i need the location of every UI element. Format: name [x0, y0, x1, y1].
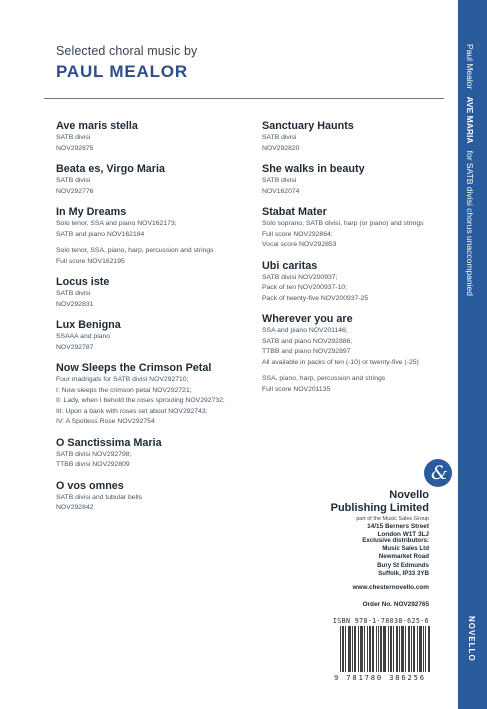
barcode-bar: [348, 626, 349, 672]
work-entry: [56, 319, 256, 353]
work-detail-line: SATB divisi: [56, 177, 91, 184]
distributors-line3: Bury St Edmunds: [377, 561, 429, 569]
work-title: O Sanctissima Maria: [56, 436, 162, 449]
work-entry: [56, 362, 256, 428]
order-number: Order No. NOV292765: [362, 601, 429, 608]
barcode-bar: [354, 626, 355, 672]
work-title: Beata es, Virgo Maria: [56, 163, 166, 175]
work-detail-line: SATB and piano NOV292886;: [262, 337, 353, 345]
work-entry: [56, 120, 256, 154]
spine-work-title: AVE MARIA: [465, 96, 475, 144]
barcode-bar: [403, 626, 404, 672]
spine-title: [465, 44, 475, 296]
barcode-bar: [369, 626, 370, 672]
work-detail-line: NOV292776: [56, 187, 94, 195]
work-detail-line: SATB divisi: [262, 134, 297, 141]
barcode-bar: [361, 626, 362, 672]
work-detail-line: NOV292842: [56, 504, 94, 511]
barcode-bar: [355, 626, 356, 672]
barcode-bar: [360, 626, 361, 672]
barcode-bar: [373, 626, 374, 672]
work-entry: [56, 206, 256, 267]
work-entry: [56, 437, 256, 471]
barcode-bar: [408, 626, 409, 672]
barcode-bar: [420, 626, 421, 672]
spine-subtitle: for SATB divisi chorus unaccompanied: [465, 150, 475, 296]
work-detail-line: Pack of ten NOV200937-10;: [262, 284, 348, 291]
distributors-line1: Music Sales Ltd: [382, 545, 429, 553]
work-title: Now Sleeps the Crimson Petal: [56, 362, 212, 374]
work-detail-line: NOV292831: [56, 300, 94, 308]
work-detail-line: TTBB and piano NOV292897: [262, 348, 351, 355]
work-detail-line: SATB divisi and tubular bells: [56, 493, 143, 501]
publisher-address-line2: London W1T 3LJ: [377, 531, 429, 539]
barcode-bar: [358, 626, 359, 672]
work-title: Locus iste: [56, 276, 110, 288]
work-detail-line: SATB divisi: [262, 177, 297, 184]
publisher-address: [356, 515, 429, 540]
barcode-image: [340, 626, 430, 672]
work-detail-line: SSA, piano, harp, percussion and strings: [262, 375, 386, 382]
barcode-bar: [376, 626, 377, 672]
work-detail-line: Pack of twenty-five NOV200937-25: [262, 294, 369, 302]
work-entry: [262, 163, 462, 197]
barcode-bar: [429, 626, 430, 672]
barcode-bar: [378, 626, 379, 672]
work-entry: [262, 313, 462, 395]
header-divider: [44, 98, 444, 99]
distributors-line4: Suffolk, IP33 3YB: [378, 569, 429, 577]
work-detail-line: Solo soprano, SATB divisi, harp (or piano) and strings: [262, 220, 424, 227]
work-title: Wherever you are: [262, 313, 353, 325]
barcode-bar: [414, 626, 415, 672]
spine-composer: Paul Mealor: [465, 44, 475, 90]
barcode-bar: [384, 626, 385, 672]
work-title: O vos omnes: [56, 479, 124, 492]
barcode-bar: [417, 626, 418, 672]
work-detail-line: SSAAA and piano: [56, 333, 111, 340]
work-detail-line: NOV292875: [56, 144, 94, 152]
barcode-bar: [385, 626, 386, 672]
work-title: In My Dreams: [56, 206, 127, 218]
work-detail-line: NOV292820: [262, 144, 300, 152]
work-title: Lux Benigna: [56, 319, 121, 331]
barcode-bar: [390, 626, 391, 672]
work-entry: [262, 260, 462, 305]
work-detail-line: IV: A Spotless Rose NOV292754: [56, 418, 155, 425]
barcode-bar: [397, 626, 398, 672]
works-column-right: [262, 120, 462, 404]
barcode-bar: [383, 626, 384, 672]
barcode-bar: [362, 626, 363, 672]
distributors-line2: Newmarket Road: [378, 553, 429, 561]
publisher-name: [331, 489, 429, 515]
barcode-bar: [364, 626, 365, 672]
barcode-bar: [342, 626, 343, 672]
work-detail-line: SATB divisi NOV200937;: [262, 273, 338, 281]
work-detail-line: Full score NOV162195: [56, 257, 125, 265]
work-detail-line: Vocal score NOV292853: [262, 241, 337, 248]
barcode-bar: [380, 626, 381, 672]
barcode-bar: [413, 626, 414, 672]
barcode-bar: [349, 626, 350, 672]
barcode-bar: [425, 626, 426, 672]
barcode-bar: [428, 626, 429, 672]
work-title: Ubi caritas: [262, 259, 318, 272]
work-detail-line: II: Lady, when I behold the roses sprouting NOV292732;: [56, 397, 225, 404]
work-detail-line: NOV162074: [262, 187, 300, 195]
barcode-bar: [405, 626, 406, 672]
barcode-bar: [409, 626, 410, 672]
work-detail-line: All available in packs of ten (-10) or twenty-five (-25): [262, 358, 419, 366]
barcode-bar: [402, 626, 403, 672]
barcode-bar: [391, 626, 392, 672]
work-entry: [56, 480, 256, 514]
work-detail-line: I: Now sleeps the crimson petal NOV292721;: [56, 386, 192, 394]
work-entry: [262, 120, 462, 154]
work-detail-line: SSA and piano NOV201146;: [262, 327, 348, 334]
work-title: She walks in beauty: [262, 163, 365, 175]
work-detail-line: SATB and piano NOV162184: [56, 230, 145, 238]
barcode-bar: [396, 626, 397, 672]
barcode-bar: [340, 626, 341, 672]
barcode-bar: [367, 626, 368, 672]
work-detail-line: Solo tenor, SSA and piano NOV162173;: [56, 220, 177, 227]
publisher-address-line1: 14/15 Berners Street: [367, 523, 429, 531]
work-entry: [56, 163, 256, 197]
distributors-block: [362, 537, 429, 578]
barcode-bar: [352, 626, 353, 672]
work-detail-line: NOV292787: [56, 343, 94, 351]
spine-brand: NOVELLO: [467, 616, 476, 662]
barcode-bar: [421, 626, 422, 672]
barcode-bar: [381, 626, 382, 672]
barcode-bar: [393, 626, 394, 672]
barcode-bar: [350, 626, 351, 672]
work-detail-line: III: Upon a bank with roses set about NOV292743;: [56, 407, 208, 415]
distributors-heading: Exclusive distributors:: [362, 537, 429, 544]
work-detail-line: SATB divisi: [56, 290, 91, 297]
work-title: Stabat Mater: [262, 206, 327, 218]
barcode-bar: [411, 626, 412, 672]
work-detail-line: TTBB divisi NOV292809: [56, 461, 130, 468]
website-text: www.chesternovello.com: [352, 584, 429, 591]
publisher-name-line1: Novello: [389, 489, 429, 501]
work-detail-line: SATB divisi NOV292798;: [56, 450, 132, 458]
barcode-bar: [372, 626, 373, 672]
barcode-bar: [401, 626, 402, 672]
barcode-digits: 9 781780 386256: [334, 673, 426, 682]
barcode-bar: [345, 626, 346, 672]
work-detail-line: SATB divisi: [56, 134, 91, 141]
work-title: Sanctuary Haunts: [262, 120, 354, 132]
barcode-bar: [370, 626, 371, 672]
barcode-bar: [423, 626, 424, 672]
header-subtitle: Selected choral music by: [56, 44, 198, 58]
novello-logo-icon: &: [424, 459, 452, 487]
barcode-bar: [399, 626, 400, 672]
barcode-bar: [343, 626, 344, 672]
work-entry: [56, 276, 256, 310]
isbn-text: ISBN 978-1-78038-625-6: [332, 617, 429, 625]
works-column-left: [56, 120, 256, 523]
work-entry: [262, 206, 462, 251]
work-detail-line: Solo tenor, SSA, piano, harp, percussion and strings: [56, 247, 214, 254]
work-detail-line: Full score NOV201135: [262, 385, 331, 393]
work-detail-line: Four madrigals for SATB divisi NOV292710;: [56, 376, 189, 383]
barcode-bar: [388, 626, 389, 672]
barcode-bar: [419, 626, 420, 672]
publisher-group: part of the Music Sales Group: [356, 516, 429, 522]
work-detail-line: Full score NOV292864;: [262, 230, 333, 238]
work-title: Ave maris stella: [56, 120, 138, 132]
composer-name: PAUL MEALOR: [56, 62, 188, 81]
publisher-name-line2: Publishing Limited: [330, 502, 429, 514]
